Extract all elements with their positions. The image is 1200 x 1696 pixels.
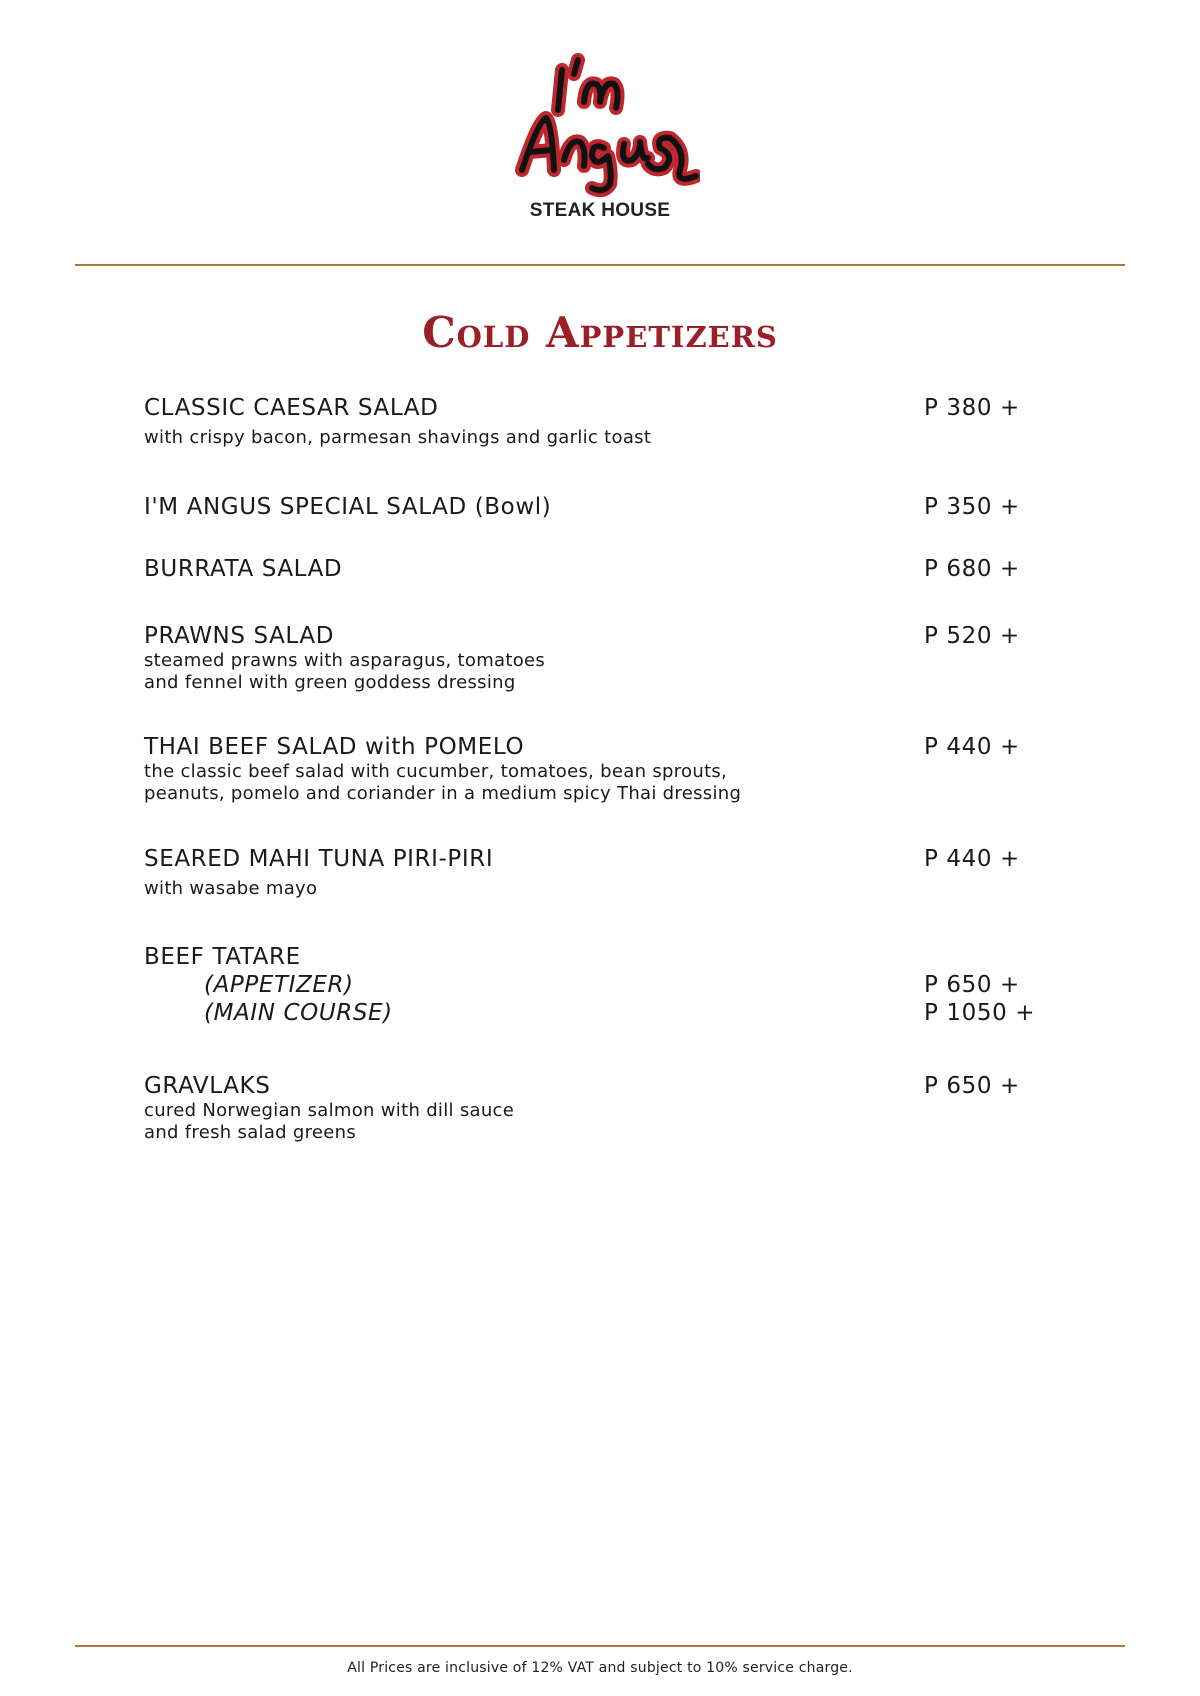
item-price: P 440 + bbox=[924, 846, 1020, 872]
item-name: CLASSIC CAESAR SALAD bbox=[144, 395, 439, 421]
item-option: (MAIN COURSE) bbox=[204, 1000, 393, 1026]
item-price: P 680 + bbox=[924, 556, 1020, 582]
menu-item bbox=[144, 733, 1044, 805]
item-name: I'M ANGUS SPECIAL SALAD (Bowl) bbox=[144, 494, 552, 520]
item-description: with crispy bacon, parmesan shavings and garlic toast bbox=[144, 427, 652, 448]
footer-divider bbox=[75, 1645, 1125, 1647]
item-price: P 520 + bbox=[924, 623, 1020, 649]
item-description: steamed prawns with asparagus, tomatoes bbox=[144, 650, 546, 671]
menu-item bbox=[144, 555, 1044, 583]
item-price: P 1050 + bbox=[924, 1000, 1036, 1026]
header-divider bbox=[75, 264, 1125, 266]
menu-item bbox=[144, 493, 1044, 521]
item-price: P 350 + bbox=[924, 494, 1020, 520]
item-description: and fennel with green goddess dressing bbox=[144, 672, 516, 693]
footer-note: All Prices are inclusive of 12% VAT and subject to 10% service charge. bbox=[347, 1660, 853, 1676]
item-name: SEARED MAHI TUNA PIRI-PIRI bbox=[144, 846, 494, 872]
item-option: (APPETIZER) bbox=[204, 972, 354, 998]
logo-mark bbox=[500, 52, 700, 197]
item-description: the classic beef salad with cucumber, tomatoes, bean sprouts, bbox=[144, 761, 728, 782]
menu-item bbox=[144, 622, 1044, 694]
menu-item bbox=[144, 943, 1044, 1027]
menu-item bbox=[144, 394, 1044, 449]
item-name: THAI BEEF SALAD with POMELO bbox=[144, 734, 525, 760]
item-description: peanuts, pomelo and coriander in a medium spicy Thai dressing bbox=[144, 783, 742, 804]
item-name: BURRATA SALAD bbox=[144, 556, 343, 582]
item-name: GRAVLAKS bbox=[144, 1073, 271, 1099]
item-name: BEEF TATARE bbox=[144, 944, 301, 970]
item-price: P 380 + bbox=[924, 395, 1020, 421]
item-description: cured Norwegian salmon with dill sauce bbox=[144, 1100, 515, 1121]
item-price: P 650 + bbox=[924, 1073, 1020, 1099]
item-name: PRAWNS SALAD bbox=[144, 623, 334, 649]
item-price: P 650 + bbox=[924, 972, 1020, 998]
menu-item bbox=[144, 845, 1044, 900]
brand-logo bbox=[500, 52, 700, 232]
menu-item bbox=[144, 1072, 1044, 1144]
item-price: P 440 + bbox=[924, 734, 1020, 760]
item-description: and fresh salad greens bbox=[144, 1122, 357, 1143]
item-description: with wasabe mayo bbox=[144, 878, 318, 899]
logo-subtitle: STEAK HOUSE bbox=[529, 200, 671, 221]
section-title: Cold Appetizers bbox=[422, 308, 778, 357]
